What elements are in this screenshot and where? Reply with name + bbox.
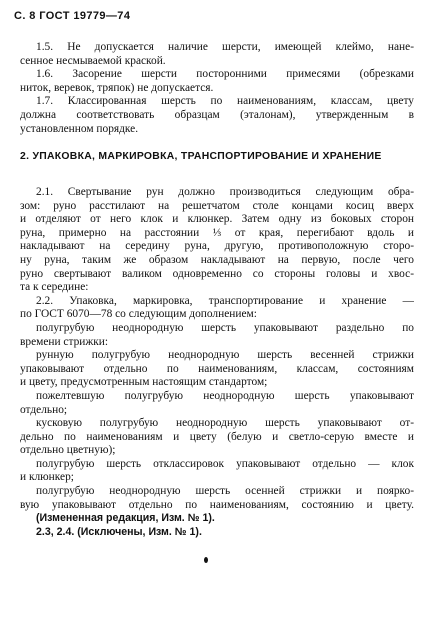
text-line: 2.3, 2.4. (Исключены, Изм. № 1). <box>36 525 202 538</box>
text-line: и клюнкер; <box>20 471 74 484</box>
section-2-text <box>20 186 414 539</box>
text-line: 2.1. Свертывание рун должно производиться следующим обра- <box>36 186 414 198</box>
text-line: установленном порядке. <box>20 122 139 135</box>
text-line: (Измененная редакция, Изм. № 1). <box>36 512 215 525</box>
text-line: ниток, веревок, тряпок) не допускается. <box>20 81 214 94</box>
text-line: пожелтевшую полугрубую неоднородную шерсть упаковывают <box>36 389 414 402</box>
text-line: 1.7. Классированная шерсть по наименованиям, классам, цвету <box>36 95 414 108</box>
text-line: отдельно; <box>20 403 68 416</box>
text-line: ну руна, таким же образом накладывают на первую, после чего <box>20 253 414 266</box>
page-mark <box>204 557 208 563</box>
text-line: и цвету, предусмотренным настоящим стандартом; <box>20 376 268 389</box>
text-line: та к середине: <box>20 281 89 294</box>
text-line: и отделяют от него клок и клюнкер. Затем одну из боковых сторон <box>20 213 414 226</box>
text-line: 1.6. Засорение шерсти посторонними примесями (обрезками <box>36 68 414 81</box>
page-header: С. 8 ГОСТ 19779—74 <box>14 10 131 22</box>
text-line: полугрубую шерсть отклассировок упаковывают отдельно — клок <box>36 457 414 470</box>
text-line: дельно по наименованиям и цвету (белую и светло-серую вместе и <box>20 430 414 443</box>
text-line: вую упаковывают отдельно по наименованиям, состоянию и цвету. <box>20 498 414 511</box>
text-line: полугрубую неоднородную шерсть осенней стрижки и поярко- <box>36 485 414 498</box>
text-line: сенное несмываемой краской. <box>20 54 166 67</box>
text-line: времени стрижки: <box>20 335 109 348</box>
text-line: накладывают на середину руна, другую, противоположную сторо- <box>20 240 414 253</box>
text-line: зом: руно расстилают на решетчатом столе концами косиц вверх <box>20 199 414 212</box>
text-line: по ГОСТ 6070—78 со следующим дополнением: <box>20 308 257 321</box>
text-line: руна, примерно на расстоянии ⅓ от края, перегибают вдоль и <box>20 226 414 239</box>
section-1-text <box>20 41 414 136</box>
text-line: должна соответствовать образцам (эталонам), утвержденным в <box>20 108 414 121</box>
text-line: 1.5. Не допускается наличие шерсти, имеющей клеймо, нане- <box>36 41 414 53</box>
text-line: 2.2. Упаковка, маркировка, транспортирование и хранение — <box>36 294 414 307</box>
text-line: отдельно цветную); <box>20 444 116 457</box>
text-line: кусковую полугрубую неоднородную шерсть упаковывают от- <box>36 417 414 430</box>
text-line: полугрубую неоднородную шерсть упаковывают раздельно по <box>36 321 414 334</box>
text-line: руно свертывают валиком одновременно со стороны головы и хвос- <box>20 267 414 280</box>
text-line: рунную полугрубую неоднородную шерсть весенней стрижки <box>36 349 414 362</box>
section-2-heading: 2. УПАКОВКА, МАРКИРОВКА, ТРАНСПОРТИРОВАНИЕ И ХРАНЕНИЕ <box>20 151 382 162</box>
text-line: упаковывают отдельно по наименованиям, классам, состояниям <box>20 362 414 375</box>
